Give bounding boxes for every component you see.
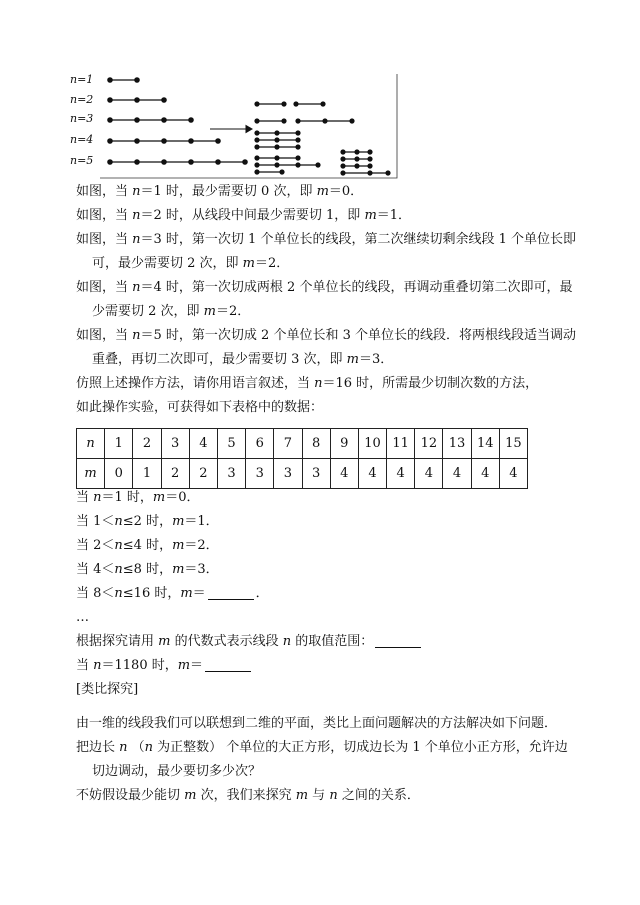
table-cell: 6 <box>246 429 274 459</box>
text-line: 如图，当 𝑛＝3 时，第一次切 1 个单位长的线段，第二次继续切剩余线段 1 个单位长即 <box>76 232 576 247</box>
arrow-right-icon <box>210 126 252 133</box>
text-line: 如图，当 𝑛＝2 时，从线段中间最少需要切 1，即 𝑚＝1． <box>76 208 412 223</box>
analogy-section <box>76 712 616 808</box>
table-cell: 8 <box>302 429 330 459</box>
question-line-1 <box>76 582 616 606</box>
paragraph-question <box>76 372 616 396</box>
paragraph-square-problem <box>76 736 616 784</box>
table-cell: 4 <box>189 429 217 459</box>
result-line: 当 2＜𝑛≤4 时，𝑚＝2． <box>76 538 219 553</box>
text-line: 可，最少需要切 2 次，即 𝑚＝2． <box>92 256 290 271</box>
paragraph-n3 <box>76 228 616 276</box>
table-cell: 2 <box>189 459 217 489</box>
question-line-3 <box>76 654 616 678</box>
n-m-data-table <box>76 428 528 489</box>
table-cell: 10 <box>358 429 386 459</box>
question-text: 根据探究请用 𝑚 的代数式表示线段 𝑛 的取值范围： <box>76 634 374 649</box>
paragraph-n2 <box>76 204 616 228</box>
figure-label-n2: n=2 <box>70 93 94 106</box>
table-cell: 5 <box>217 429 245 459</box>
table-cell: 9 <box>330 429 358 459</box>
text-line: 仿照上述操作方法，请你用语言叙述，当 𝑛＝16 时，所需最少切制次数的方法， <box>76 376 539 391</box>
answer-blank[interactable] <box>375 633 421 648</box>
text-line: 如图，当 𝑛＝5 时，第一次切成 2 个单位长和 3 个单位长的线段．将两根线段适当调动 <box>76 328 576 343</box>
section-heading: [类比探究] <box>76 682 139 697</box>
figure-label-n1: n=1 <box>70 73 94 86</box>
paragraph-n1 <box>76 180 616 204</box>
table-cell: 0 <box>105 459 133 489</box>
text-line: 把边长 𝑛 （𝑛 为正整数） 个单位的大正方形，切成边长为 1 个单位小正方形，允许边 <box>76 740 568 755</box>
paragraph-n5 <box>76 324 616 372</box>
table-cell: 3 <box>246 459 274 489</box>
answer-blank[interactable] <box>205 657 251 672</box>
text-line: 由一维的线段我们可以联想到二维的平面，类比上面问题解决的方法解决如下问题． <box>76 716 558 731</box>
text-line: 如图，当 𝑛＝1 时，最少需要切 0 次，即 𝑚＝0． <box>76 184 364 199</box>
figure-label-n3: n=3 <box>70 112 94 125</box>
table-cell: 3 <box>274 459 302 489</box>
text-line: 如此操作实验，可获得如下表格中的数据： <box>76 400 324 415</box>
table-cell: 1 <box>133 459 161 489</box>
table-cell: 4 <box>415 459 443 489</box>
table-cell: 3 <box>217 459 245 489</box>
table-header-cell: n <box>77 429 105 459</box>
table-cell: 7 <box>274 429 302 459</box>
table-cell: 4 <box>358 459 386 489</box>
figure-label-n4: n=4 <box>70 133 94 146</box>
table-cell: 4 <box>471 459 499 489</box>
paragraph-table-intro <box>76 396 616 420</box>
table-cell: 4 <box>499 459 527 489</box>
text-line: 重叠，再切二次即可，最少需要切 3 次，即 𝑚＝3． <box>92 352 394 367</box>
table-row-m <box>77 459 528 489</box>
table-cell: 11 <box>387 429 415 459</box>
answer-blank[interactable] <box>208 585 254 600</box>
table-cell: 4 <box>330 459 358 489</box>
text-line: 切边调动，最少要切多少次？ <box>92 764 262 779</box>
table-cell: 13 <box>443 429 471 459</box>
table-cell: 4 <box>443 459 471 489</box>
results-section <box>76 486 616 702</box>
paragraph-n4 <box>76 276 616 324</box>
table-cell: 2 <box>133 429 161 459</box>
table-cell: 14 <box>471 429 499 459</box>
paragraph-analogy <box>76 712 616 736</box>
text-line: 如图，当 𝑛＝4 时，第一次切成两根 2 个单位长的线段，再调动重叠切第二次即可，最 <box>76 280 573 295</box>
table-cell: 3 <box>302 459 330 489</box>
result-line: 当 𝑛＝1 时，𝑚＝0． <box>76 490 200 505</box>
text-line: 不妨假设最少能切 𝑚 次，我们来探究 𝑚 与 𝑛 之间的关系． <box>76 788 420 803</box>
table-cell: 1 <box>105 429 133 459</box>
table-row-n <box>77 429 528 459</box>
table-header-cell: m <box>77 459 105 489</box>
cut-segments <box>255 102 390 175</box>
original-segments <box>108 78 247 164</box>
segment-cutting-figure <box>70 72 400 180</box>
ellipsis-line: … <box>76 610 89 625</box>
result-line: 当 4＜𝑛≤8 时，𝑚＝3． <box>76 562 219 577</box>
table-cell: 4 <box>387 459 415 489</box>
table-cell: 15 <box>499 429 527 459</box>
question-text: 当 8＜𝑛≤16 时，𝑚＝ <box>76 586 206 601</box>
table-cell: 12 <box>415 429 443 459</box>
figure-label-n5: n=5 <box>70 154 94 167</box>
explanation-paragraphs <box>76 180 616 420</box>
paragraph-assumption <box>76 784 616 808</box>
question-suffix: ． <box>255 586 269 601</box>
table-cell: 3 <box>161 429 189 459</box>
text-line: 少需要切 2 次，即 𝑚＝2． <box>92 304 251 319</box>
table-cell: 2 <box>161 459 189 489</box>
result-line: 当 1＜𝑛≤2 时，𝑚＝1． <box>76 514 219 529</box>
question-text: 当 𝑛＝1180 时，𝑚＝ <box>76 658 204 673</box>
question-line-2 <box>76 630 616 654</box>
